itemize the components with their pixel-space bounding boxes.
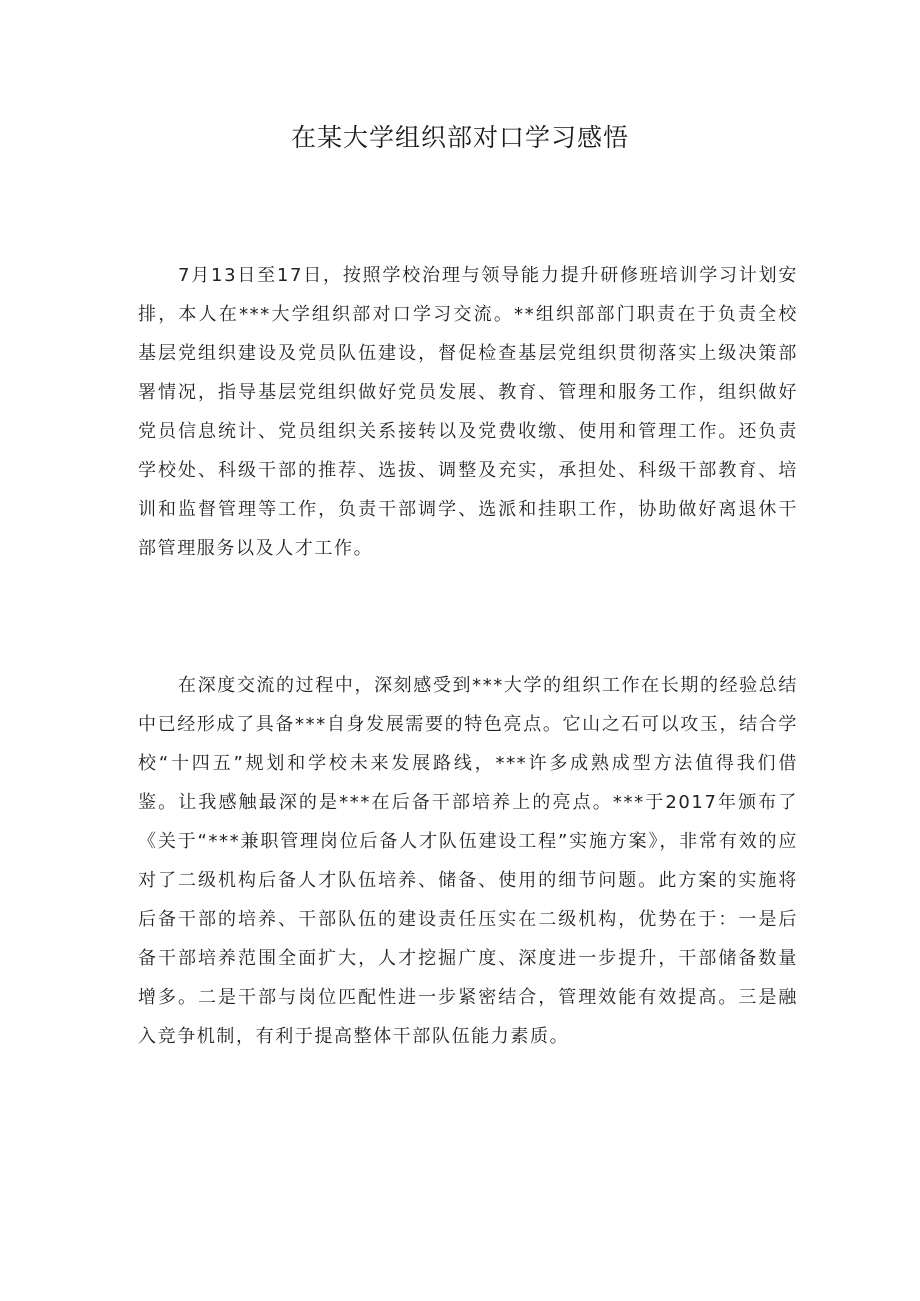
document-title: 在某大学组织部对口学习感悟 bbox=[290, 123, 629, 152]
paragraph-1: 7月13日至17日，按照学校治理与领导能力提升研修班培训学习计划安排，本人在***大学组织部对口学习交流。**组织部部门职责在于负责全校基层党组织建设及党员队伍建设，督促检查基层党组织贯彻落实上级决策部署情况，指导基层党组织做好党员发展、教育、管理和服务工作，组织做好党员信息统计、党员组织关系接转以及党费收缴、使用和管理工作。还负责学校处、科级干部的推荐、选拔、调整及充实，承担处、科级干部教育、培训和监督管理等工作，负责干部调学、选派和挂职工作，协助做好离退休干部管理服务以及人才工作。 bbox=[138, 265, 798, 559]
paragraph-2: 在深度交流的过程中，深刻感受到***大学的组织工作在长期的经验总结中已经形成了具备***自身发展需要的特色亮点。它山之石可以攻玉，结合学校“十四五”规划和学校未来发展路线，***许多成熟成型方法值得我们借鉴。让我感触最深的是***在后备干部培养上的亮点。***于2017年颁布了《关于“***兼职管理岗位后备人才队伍建设工程”实施方案》，非常有效的应对了二级机构后备人才队伍培养、储备、使用的细节问题。此方案的实施将后备干部的培养、干部队伍的建设责任压实在二级机构，优势在于：一是后备干部培养范围全面扩大，人才挖掘广度、深度进一步提升，干部储备数量增多。二是干部与岗位匹配性进一步紧密结合，管理效能有效提高。三是融入竞争机制，有利于提高整体干部队伍能力素质。 bbox=[138, 675, 798, 1047]
